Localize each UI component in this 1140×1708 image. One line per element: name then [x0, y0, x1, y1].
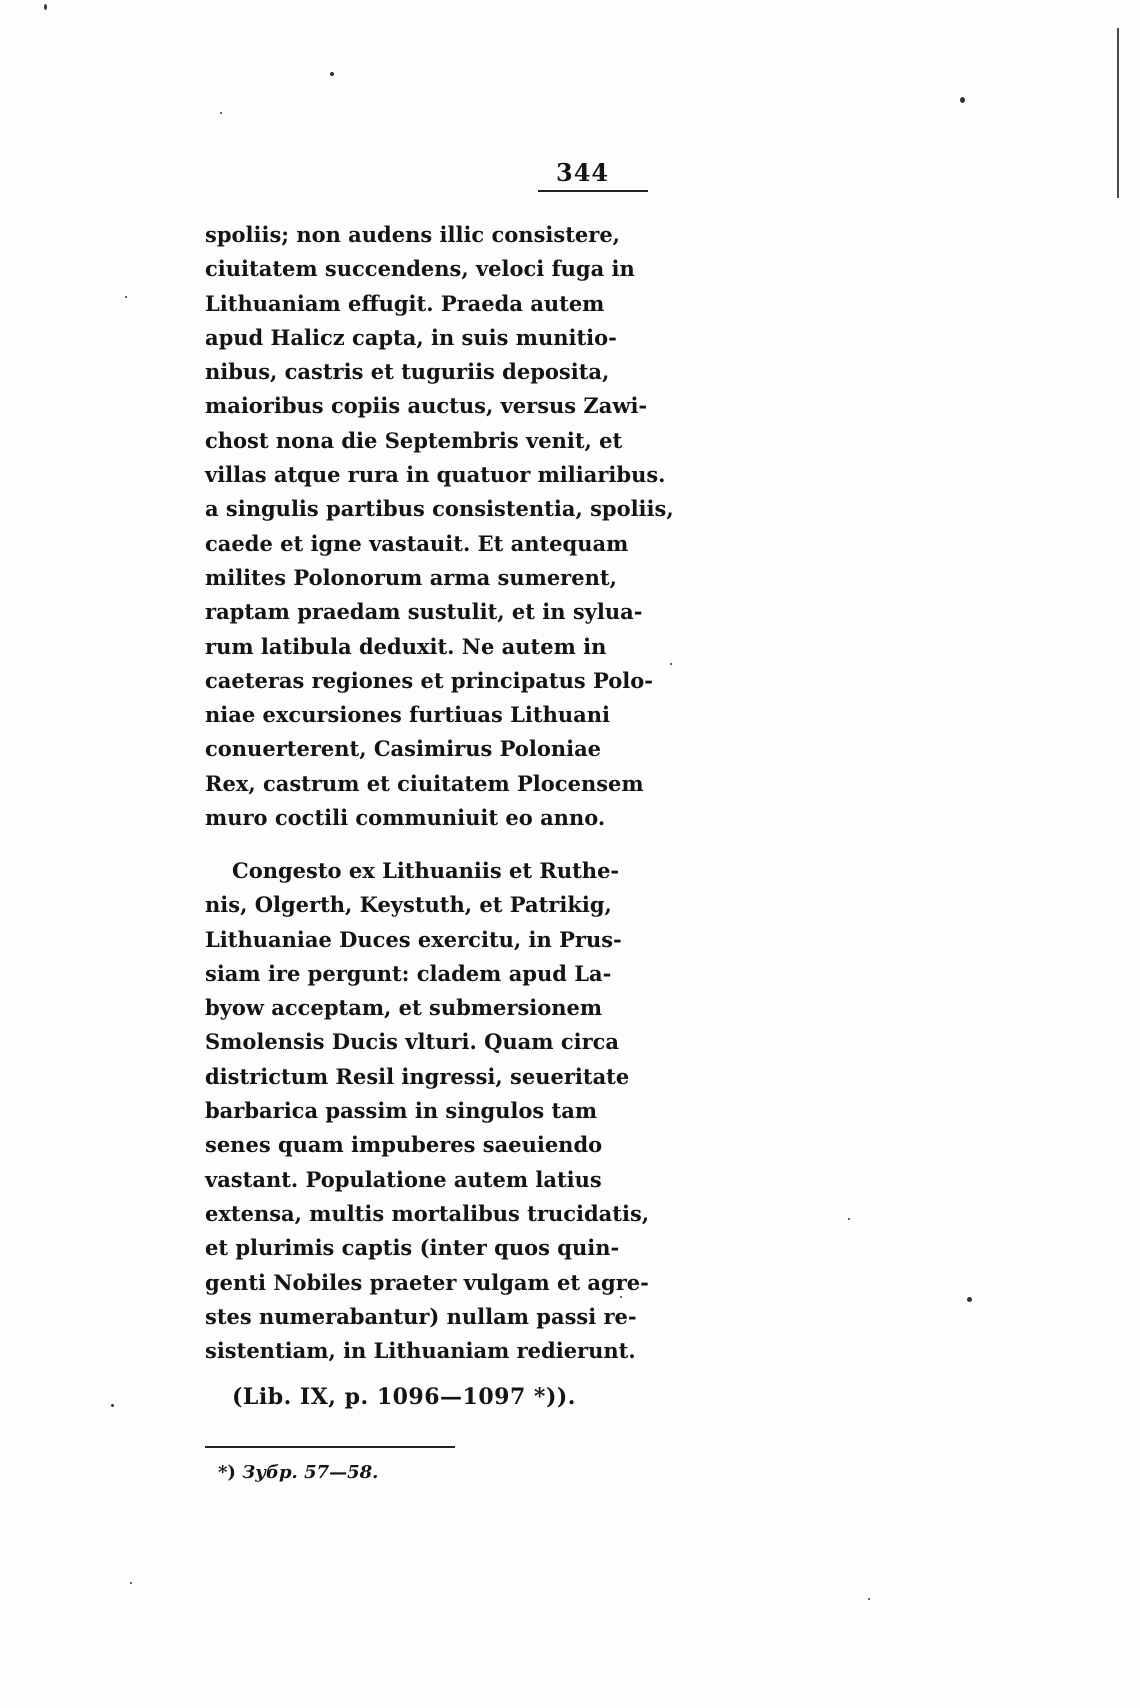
footnote — [218, 1462, 378, 1483]
text-line: districtum Resil ingressi, seueritate — [205, 1063, 630, 1089]
scan-speck — [125, 296, 127, 298]
scan-speck — [111, 1404, 114, 1407]
text-line: maioribus copiis auctus, versus Zawi- — [205, 393, 648, 419]
text-line: muro coctili communiuit eo anno. — [205, 805, 606, 831]
text-line: extensa, multis mortalibus trucidatis, — [205, 1200, 650, 1226]
scan-speck — [960, 97, 965, 103]
text-line: Smolensis Ducis vlturi. Quam circa — [205, 1029, 620, 1055]
text-line: caede et igne vastauit. Et antequam — [205, 530, 629, 556]
text-line: genti Nobiles praeter vulgam et agre- — [205, 1269, 649, 1295]
text-line: Lithuaniam effugit. Praeda autem — [205, 290, 605, 316]
text-line: ciuitatem succendens, veloci fuga in — [205, 256, 635, 282]
text-line: vastant. Populatione autem latius — [205, 1166, 602, 1192]
text-line: apud Halicz capta, in suis munitio- — [205, 324, 617, 350]
text-line: chost nona die Septembris venit, et — [205, 427, 623, 453]
text-line: a singulis partibus consistentia, spoliis, — [205, 496, 674, 522]
footnote-text: Зубр. 57—58. — [242, 1462, 379, 1483]
scan-speck — [330, 72, 334, 76]
text-line: et plurimis captis (inter quos quin- — [205, 1235, 620, 1261]
text-line: siam ire pergunt: cladem apud La- — [205, 960, 612, 986]
text-line: raptam praedam sustulit, et in sylua- — [205, 599, 643, 625]
text-line: senes quam impuberes saeuiendo — [205, 1132, 603, 1158]
scan-speck — [670, 663, 672, 665]
text-line: conuerterent, Casimirus Poloniae — [205, 736, 602, 762]
text-line: niae excursiones furtiuas Lithuani — [205, 702, 610, 728]
text-line: villas atque rura in quatuor miliaribus. — [205, 462, 666, 488]
text-line: Rex, castrum et ciuitatem Plocensem — [205, 770, 644, 796]
text-line: sistentiam, in Lithuaniam redierunt. — [205, 1338, 636, 1364]
page-number: 344 — [556, 158, 610, 187]
text-line: Lithuaniae Duces exercitu, in Prus- — [205, 926, 622, 952]
text-line: nis, Olgerth, Keystuth, et Patrikig, — [205, 892, 612, 918]
paragraph-2 — [205, 854, 650, 1368]
scan-speck — [868, 1598, 870, 1600]
header-rule — [538, 190, 648, 192]
citation: (Lib. IX, p. 1096—1097 *)). — [232, 1384, 576, 1410]
scan-speck — [967, 1297, 972, 1302]
scan-speck — [620, 1296, 622, 1298]
text-line: barbarica passim in singulos tam — [205, 1098, 598, 1124]
text-line: stes numerabantur) nullam passi re- — [205, 1303, 637, 1329]
text-line: Congesto ex Lithuaniis et Ruthe- — [232, 858, 620, 883]
text-line: spoliis; non audens illic consistere, — [205, 222, 620, 247]
text-line: byow acceptam, et submersionem — [205, 995, 603, 1021]
scan-edge-line — [1117, 28, 1119, 198]
scan-speck — [130, 1582, 132, 1584]
scan-speck — [220, 112, 222, 114]
footnote-marker: *) — [218, 1462, 236, 1483]
text-line: caeteras regiones et principatus Polo- — [205, 667, 653, 693]
paragraph-1 — [205, 218, 674, 835]
text-line: milites Polonorum arma sumerent, — [205, 564, 617, 590]
text-line: nibus, castris et tuguriis deposita, — [205, 359, 610, 385]
scan-speck — [848, 1218, 850, 1220]
text-line: rum latibula deduxit. Ne autem in — [205, 633, 607, 659]
scan-speck — [44, 4, 47, 10]
footnote-rule — [205, 1446, 455, 1448]
